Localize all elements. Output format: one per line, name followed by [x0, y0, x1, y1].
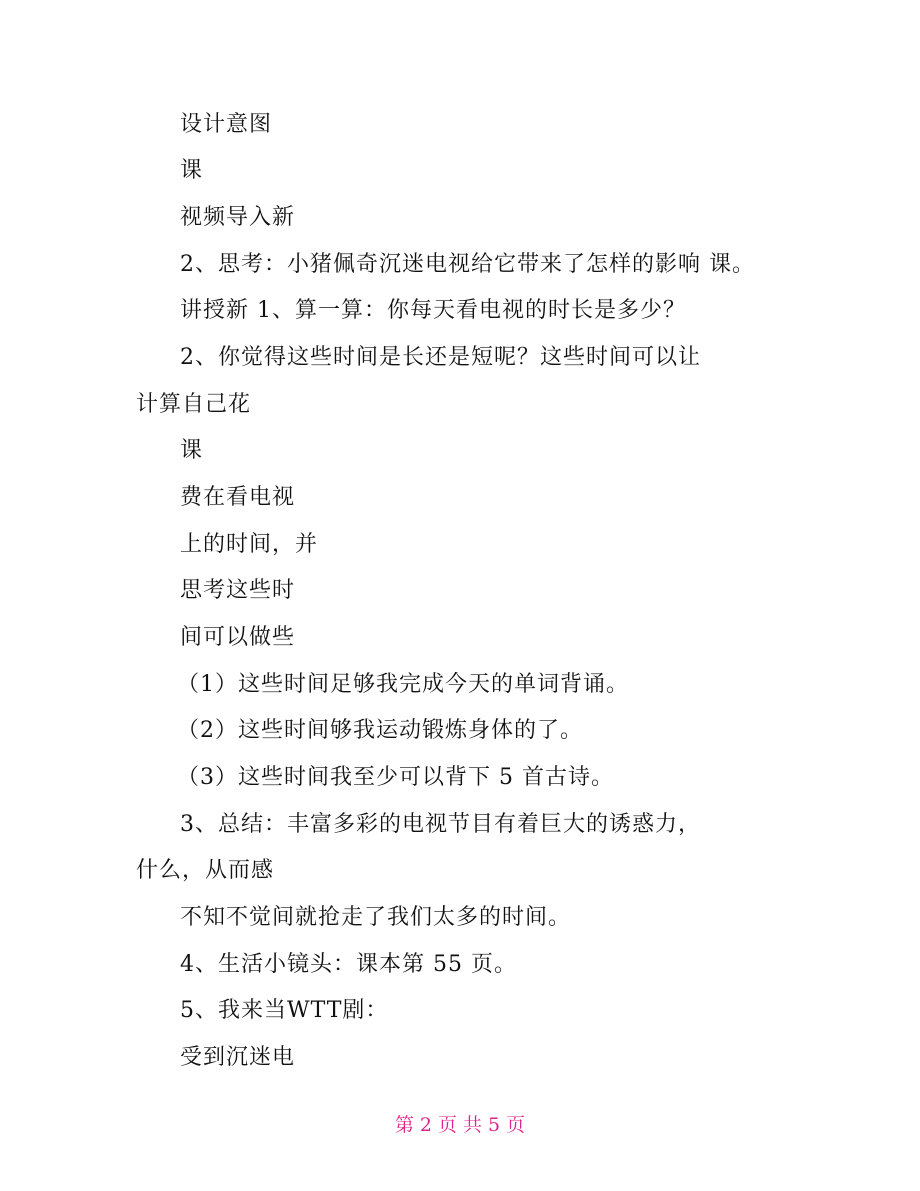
text-line: 课 — [180, 438, 204, 463]
text-line: 讲授新 1、算一算：你每天看电视的时长是多少？ — [180, 298, 686, 323]
text-line: 上的时间，并 — [180, 532, 319, 557]
text-line: 4、生活小镜头：课本第 55 页。 — [180, 952, 517, 977]
text-line: 5、我来当WTT剧： — [180, 998, 389, 1023]
text-line: 受到沉迷电 — [180, 1045, 296, 1070]
text-line: 2、思考：小猪佩奇沉迷电视给它带来了怎样的影响 课。 — [180, 252, 755, 277]
text-line: （1）这些时间足够我完成今天的单词背诵。 — [177, 672, 629, 697]
text-line: （2）这些时间够我运动锻炼身体的了。 — [177, 718, 583, 743]
text-line: 3、总结：丰富多彩的电视节目有着巨大的诱惑力， — [180, 812, 701, 837]
text-line: 计算自己花 — [136, 392, 252, 417]
text-line: 不知不觉间就抢走了我们太多的时间。 — [180, 905, 572, 930]
text-line: 设计意图 — [180, 112, 273, 137]
text-line: 视频导入新 — [180, 205, 296, 230]
text-line: 思考这些时 — [180, 578, 296, 603]
text-line: 什么，从而感 — [136, 858, 275, 883]
text-line: 费在看电视 — [180, 485, 296, 510]
page-number-footer: 第 2 页 共 5 页 — [394, 1114, 526, 1136]
text-line: （3）这些时间我至少可以背下 5 首古诗。 — [177, 765, 614, 790]
text-line: 间可以做些 — [180, 625, 296, 650]
text-line: 2、你觉得这些时间是长还是短呢？这些时间可以让 — [180, 345, 701, 370]
text-line: 课 — [180, 158, 204, 183]
